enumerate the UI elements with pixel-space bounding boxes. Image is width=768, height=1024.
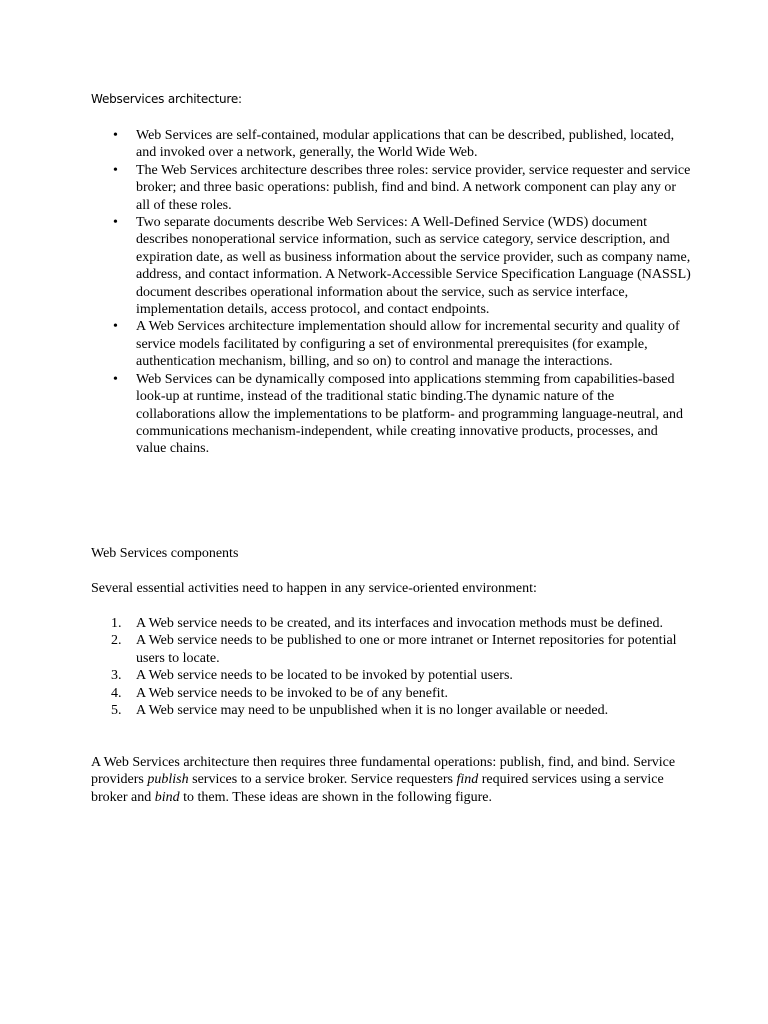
emphasis-find: find: [456, 772, 479, 788]
bullet-item: • Web Services are self-contained, modular applications that can be described, published, located, and invoked over a network, generally, the World Wide Web.: [91, 127, 691, 162]
closing-text: to them. These ideas are shown in the following figure.: [179, 789, 492, 805]
activities-numbered-list: [91, 615, 691, 719]
item-number: 2.: [111, 633, 122, 649]
numbered-item: [91, 632, 691, 667]
page-heading: Webservices architecture:: [91, 92, 242, 106]
item-number: 3.: [111, 668, 122, 684]
bullet-item: • The Web Services architecture describes three roles: service provider, service requester and service broker; and three basic operations: publish, find and bind. A network component can play any or all of these roles.: [91, 162, 691, 214]
item-text: A Web service needs to be invoked to be of any benefit.: [136, 685, 448, 701]
closing-text: A Web Services architecture then requires three fundamental operations: publish, find, and bind. Service providers: [91, 755, 679, 788]
emphasis-publish: publish: [147, 772, 189, 788]
architecture-bullet-list: [91, 127, 691, 458]
numbered-item: [91, 667, 691, 684]
intro-paragraph: Several essential activities need to happen in any service-oriented environment:: [91, 581, 537, 596]
closing-text: services to a service broker. Service requesters: [188, 772, 457, 788]
item-text: A Web service needs to be published to one or more intranet or Internet repositories for potential users to locate.: [136, 633, 677, 666]
numbered-item: [91, 685, 691, 702]
emphasis-bind: bind: [154, 789, 180, 805]
item-text: A Web service needs to be located to be invoked by potential users.: [136, 668, 513, 684]
numbered-item: [91, 702, 691, 719]
item-number: 4.: [111, 685, 122, 701]
item-number: 5.: [111, 703, 122, 719]
bullet-item: • Web Services can be dynamically composed into applications stemming from capabilities-based look-up at runtime, instead of the traditional static binding.The dynamic nature of the collaborations allow the implementations to be platform- and programming language-neutral, and communications mechanism-independent, while creating innovative products, processes, and value chains.: [91, 371, 691, 458]
closing-text: required services using a service broker and: [91, 772, 668, 805]
numbered-item: [91, 615, 691, 632]
section-title: Web Services components: [91, 546, 239, 561]
item-number: 1.: [111, 616, 122, 631]
bullet-item: • Two separate documents describe Web Services: A Well-Defined Service (WDS) document describes nonoperational service information, such as service category, service description, and expiration date, as well as business information about the service provider, such as company name, address, and contact information. A Network-Accessible Service Specification Language (NASSL) document describes operational information about the service, such as service interface, implementation details, access protocol, and contact endpoints.: [91, 214, 691, 318]
item-text: A Web service may need to be unpublished when it is no longer available or needed.: [136, 703, 609, 719]
bullet-item: • A Web Services architecture implementation should allow for incremental security and quality of service models facilitated by configuring a set of environmental prerequisites (for example, authentication mechanism, billing, and so on) to control and manage the interactions.: [91, 318, 691, 370]
item-text: A Web service needs to be created, and its interfaces and invocation methods must be defined.: [136, 616, 663, 631]
closing-paragraph: [91, 754, 691, 806]
